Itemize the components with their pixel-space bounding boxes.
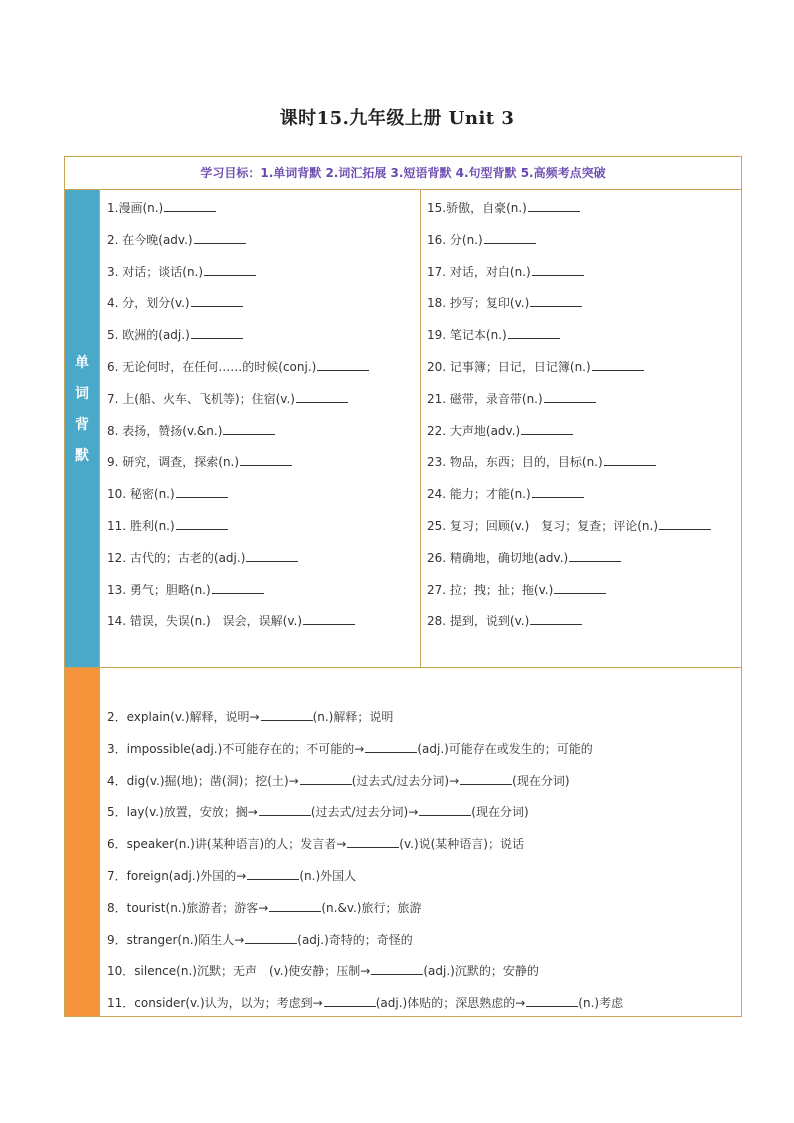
vocab-item bbox=[107, 229, 369, 261]
answer-blank[interactable] bbox=[212, 581, 264, 594]
extension-text: (adj.)奇特的；奇怪的 bbox=[297, 932, 413, 947]
answer-blank[interactable] bbox=[544, 390, 596, 403]
vocab-item-text: 23. 物品，东西；目的，目标(n.) bbox=[427, 455, 603, 470]
extension-item bbox=[107, 865, 623, 897]
answer-blank[interactable] bbox=[245, 931, 297, 944]
extension-text: 5．lay(v.)放置，安放；搁→ bbox=[107, 805, 258, 820]
vocab-item bbox=[427, 261, 711, 293]
answer-blank[interactable] bbox=[460, 772, 512, 785]
vocab-item-text: 8. 表扬，赞扬(v.&n.) bbox=[107, 423, 223, 438]
vocab-item-text: 18. 抄写；复印(v.) bbox=[427, 296, 530, 311]
extension-text: (adj.)体贴的；深思熟虑的→ bbox=[375, 996, 526, 1011]
answer-blank[interactable] bbox=[569, 549, 621, 562]
extension-text: 11．consider(v.)认为，以为；考虑到→ bbox=[107, 996, 323, 1011]
extension-text: 4．dig(v.)掘(地)；凿(洞)；挖(土)→ bbox=[107, 773, 299, 788]
answer-blank[interactable] bbox=[324, 994, 376, 1007]
answer-blank[interactable] bbox=[204, 263, 256, 276]
answer-blank[interactable] bbox=[604, 453, 656, 466]
divider bbox=[65, 667, 741, 668]
extension-item bbox=[107, 897, 623, 929]
vocab-item-text: 2. 在今晚(adv.) bbox=[107, 232, 193, 247]
vocab-item-text: 13. 勇气；胆略(n.) bbox=[107, 582, 211, 597]
vocab-item-text: 21. 磁带，录音带(n.) bbox=[427, 391, 543, 406]
extension-text: (n.)解释；说明 bbox=[312, 710, 394, 724]
extension-text: (过去式/过去分词)→ bbox=[310, 805, 419, 820]
answer-blank[interactable] bbox=[223, 422, 275, 435]
vocab-section-label bbox=[65, 190, 99, 667]
answer-blank[interactable] bbox=[259, 803, 311, 816]
vocab-item-text: 26. 精确地，确切地(adv.) bbox=[427, 550, 569, 565]
extension-item bbox=[107, 960, 623, 992]
answer-blank[interactable] bbox=[347, 835, 399, 848]
answer-blank[interactable] bbox=[246, 549, 298, 562]
vocab-item bbox=[427, 356, 711, 388]
vocab-item bbox=[427, 292, 711, 324]
answer-blank[interactable] bbox=[176, 517, 228, 530]
answer-blank[interactable] bbox=[592, 358, 644, 371]
extension-text: 6．speaker(n.)讲(某种语言)的人；发言者→ bbox=[107, 837, 347, 852]
answer-blank[interactable] bbox=[303, 612, 355, 625]
extension-item bbox=[107, 992, 623, 1024]
vocab-item-text: 19. 笔记本(n.) bbox=[427, 328, 507, 343]
vocab-item bbox=[427, 579, 711, 611]
extension-item bbox=[107, 833, 623, 865]
vocab-item-text: 4. 分，划分(v.) bbox=[107, 296, 190, 311]
extension-item bbox=[107, 929, 623, 961]
vocab-item bbox=[107, 388, 369, 420]
vocab-item-text: 5. 欧洲的(adj.) bbox=[107, 328, 190, 343]
answer-blank[interactable] bbox=[269, 899, 321, 912]
answer-blank[interactable] bbox=[317, 358, 369, 371]
vocab-item-text: 11. 胜利(n.) bbox=[107, 518, 175, 533]
vocab-item bbox=[427, 483, 711, 515]
vocab-item-text: 9. 研究，调查，探索(n.) bbox=[107, 455, 240, 470]
vocab-item bbox=[107, 324, 369, 356]
vocab-item bbox=[107, 515, 369, 547]
vocab-item-text: 10. 秘密(n.) bbox=[107, 487, 175, 502]
vocab-item-text: 7. 上(船、火车、飞机等)；住宿(v.) bbox=[107, 391, 295, 406]
learning-goals: 学习目标：1.单词背默 2.词汇拓展 3.短语背默 4.句型背默 5.高频考点突破 bbox=[65, 157, 741, 190]
answer-blank[interactable] bbox=[164, 199, 216, 212]
vocab-item-text: 17. 对话，对白(n.) bbox=[427, 264, 531, 279]
extension-text: 9．stranger(n.)陌生人→ bbox=[107, 932, 245, 947]
vocab-item bbox=[107, 197, 369, 229]
extension-section-label bbox=[65, 668, 99, 1016]
extension-text: 3．impossible(adj.)不可能存在的；不可能的→ bbox=[107, 741, 365, 756]
answer-blank[interactable] bbox=[240, 453, 292, 466]
answer-blank[interactable] bbox=[528, 199, 580, 212]
extension-text: (n.)外国人 bbox=[299, 868, 357, 883]
answer-blank[interactable] bbox=[419, 803, 471, 816]
answer-blank[interactable] bbox=[532, 263, 584, 276]
answer-blank[interactable] bbox=[176, 485, 228, 498]
worksheet-table bbox=[64, 156, 742, 1017]
vocab-right-list bbox=[427, 197, 711, 642]
vocab-label-char: 背 bbox=[75, 417, 89, 433]
vocab-item-text: 16. 分(n.) bbox=[427, 232, 483, 247]
vocab-item bbox=[107, 451, 369, 483]
extension-list bbox=[107, 706, 623, 1024]
vocab-item bbox=[107, 356, 369, 388]
vocab-item bbox=[427, 324, 711, 356]
answer-blank[interactable] bbox=[508, 326, 560, 339]
vocab-item-text: 22. 大声地(adv.) bbox=[427, 423, 521, 438]
answer-blank[interactable] bbox=[521, 422, 573, 435]
extension-text: (现在分词) bbox=[471, 805, 529, 820]
vocab-item-text: 25. 复习；回顾(v.) 复习；复查；评论(n.) bbox=[427, 518, 659, 533]
vocab-item bbox=[427, 229, 711, 261]
extension-text: 10．silence(n.)沉默；无声 (v.)使安静；压制→ bbox=[107, 964, 371, 979]
vocab-item-text: 6. 无论何时，在任何……的时候(conj.) bbox=[107, 359, 317, 374]
vocab-item-text: 24. 能力；才能(n.) bbox=[427, 487, 531, 502]
vocab-item-text: 28. 提到，说到(v.) bbox=[427, 614, 530, 629]
extension-text: (现在分词) bbox=[512, 773, 570, 788]
vocab-item-text: 12. 古代的；古老的(adj.) bbox=[107, 550, 246, 565]
answer-blank[interactable] bbox=[554, 581, 606, 594]
vocab-item bbox=[107, 292, 369, 324]
answer-blank[interactable] bbox=[484, 231, 536, 244]
vocab-item bbox=[107, 547, 369, 579]
vocab-item bbox=[427, 547, 711, 579]
vocab-label-char: 默 bbox=[75, 448, 89, 464]
answer-blank[interactable] bbox=[530, 294, 582, 307]
vocab-item bbox=[427, 610, 711, 642]
answer-blank[interactable] bbox=[532, 485, 584, 498]
extension-text: 7．foreign(adj.)外国的→ bbox=[107, 868, 247, 883]
answer-blank[interactable] bbox=[659, 517, 711, 530]
answer-blank[interactable] bbox=[247, 867, 299, 880]
vocab-label-char: 单 bbox=[75, 355, 89, 371]
vocab-item-text: 1.漫画(n.) bbox=[107, 201, 164, 215]
extension-text: (adj.)沉默的；安静的 bbox=[423, 964, 539, 979]
extension-item bbox=[107, 738, 623, 770]
vocab-item-text: 3. 对话；谈话(n.) bbox=[107, 264, 204, 279]
extension-item bbox=[107, 706, 623, 738]
answer-blank[interactable] bbox=[530, 612, 582, 625]
vocab-item-text: 20. 记事簿；日记，日记簿(n.) bbox=[427, 359, 591, 374]
vocab-item bbox=[427, 451, 711, 483]
page-title: 课时15.九年级上册 Unit 3 bbox=[279, 108, 515, 129]
extension-item bbox=[107, 801, 623, 833]
vocab-item-text: 14. 错误，失误(n.) 误会，误解(v.) bbox=[107, 614, 303, 629]
extension-text: 2．explain(v.)解释，说明→ bbox=[107, 710, 260, 724]
vocab-item bbox=[427, 388, 711, 420]
vocab-item bbox=[107, 420, 369, 452]
extension-text: (n.)考虑 bbox=[578, 996, 624, 1011]
answer-blank[interactable] bbox=[526, 994, 578, 1007]
vocab-left-list bbox=[107, 197, 369, 642]
divider bbox=[99, 190, 100, 1016]
divider bbox=[420, 190, 421, 667]
vocab-item bbox=[107, 261, 369, 293]
vocab-item-text: 15.骄傲，自豪(n.) bbox=[427, 201, 527, 215]
vocab-item bbox=[107, 483, 369, 515]
answer-blank[interactable] bbox=[300, 772, 352, 785]
vocab-item bbox=[427, 515, 711, 547]
answer-blank[interactable] bbox=[191, 294, 243, 307]
answer-blank[interactable] bbox=[261, 708, 313, 721]
answer-blank[interactable] bbox=[194, 231, 246, 244]
vocab-item bbox=[107, 610, 369, 642]
vocab-item-text: 27. 拉；拽；扯；拖(v.) bbox=[427, 582, 554, 597]
answer-blank[interactable] bbox=[371, 962, 423, 975]
vocab-label-char: 词 bbox=[75, 386, 89, 402]
extension-text: 8．tourist(n.)旅游者；游客→ bbox=[107, 900, 269, 915]
extension-text: (过去式/过去分词)→ bbox=[351, 773, 460, 788]
vocab-item bbox=[427, 420, 711, 452]
extension-item bbox=[107, 770, 623, 802]
vocab-item bbox=[107, 579, 369, 611]
answer-blank[interactable] bbox=[365, 740, 417, 753]
vocab-item bbox=[427, 197, 711, 229]
answer-blank[interactable] bbox=[296, 390, 348, 403]
answer-blank[interactable] bbox=[191, 326, 243, 339]
extension-text: (v.)说(某种语言)；说话 bbox=[399, 837, 524, 852]
extension-text: (adj.)可能存在或发生的；可能的 bbox=[417, 741, 593, 756]
extension-text: (n.&v.)旅行；旅游 bbox=[321, 900, 422, 915]
